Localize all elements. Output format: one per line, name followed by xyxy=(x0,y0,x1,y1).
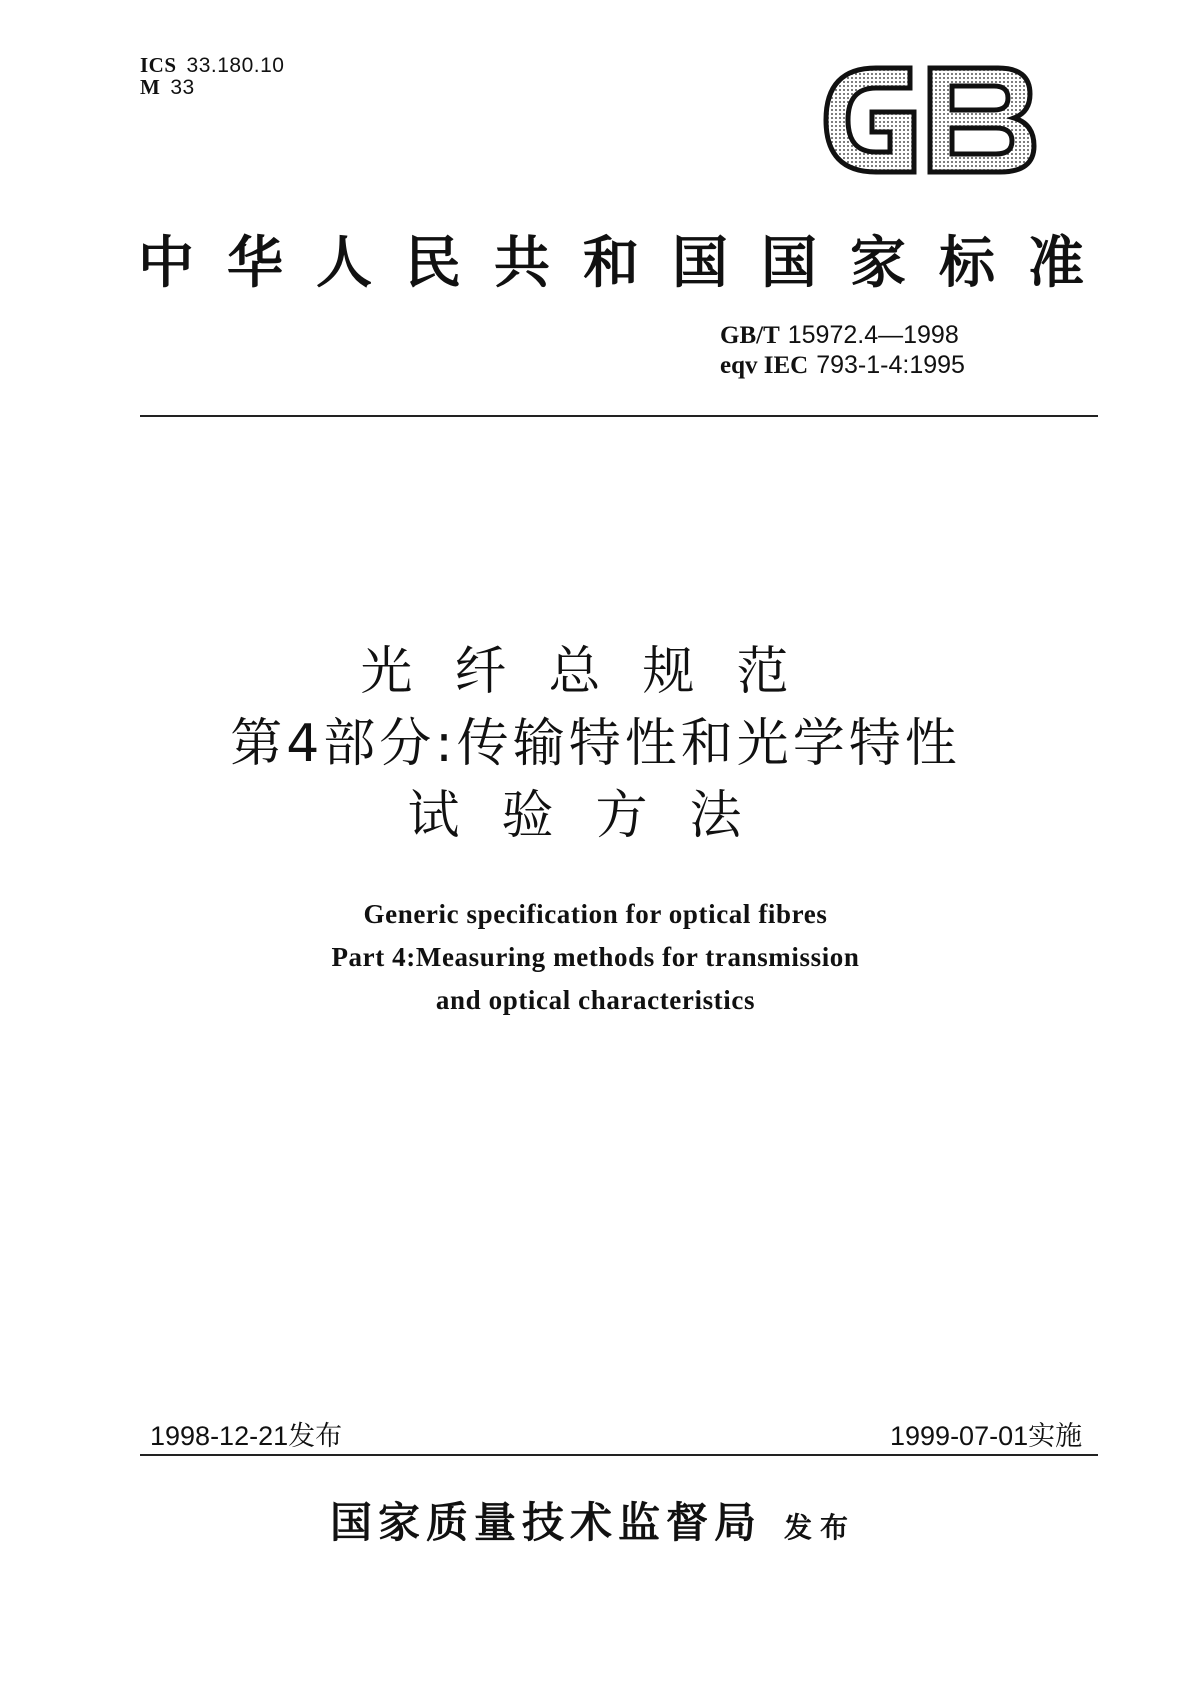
title-cn-line1: 光纤总规范 xyxy=(360,642,831,702)
standard-number xyxy=(720,320,959,351)
ics-code-line xyxy=(140,54,284,77)
header-divider xyxy=(140,415,1098,417)
issue-date: 1998-12-21发布 xyxy=(150,1421,343,1451)
title-en-line2: Part 4:Measuring methods for transmission xyxy=(331,942,860,972)
ics-code: 33.180.10 xyxy=(186,54,285,77)
standard-number-value: 15972.4—1998 xyxy=(787,321,959,349)
equivalence-number xyxy=(720,350,965,381)
standard-number-label: GB/T xyxy=(720,322,780,349)
title-cn-line3: 试验方法 xyxy=(407,786,784,846)
publisher-suffix: 发布 xyxy=(784,1511,857,1544)
equivalence-label: eqv IEC xyxy=(720,352,809,379)
date-divider xyxy=(140,1454,1098,1456)
ics-label: ICS xyxy=(140,53,177,77)
equivalence-value: 793-1-4:1995 xyxy=(816,351,965,379)
ccs-code-line xyxy=(140,76,195,99)
title-en-line3: and optical characteristics xyxy=(435,985,756,1015)
publisher-name: 国家质量技术监督局 xyxy=(330,1498,763,1547)
title-cn-line2: 第4部分:传输特性和光学特性 xyxy=(230,714,961,774)
ccs-label: M xyxy=(140,75,161,99)
implementation-date: 1999-07-01实施 xyxy=(890,1421,1083,1451)
gb-logo xyxy=(818,60,1042,180)
publisher-line xyxy=(330,1498,856,1553)
standard-heading: 中华人民共和国国家标准 xyxy=(138,230,1117,296)
title-en-line1: Generic specification for optical fibres xyxy=(363,899,828,929)
ccs-code: 33 xyxy=(170,76,195,99)
